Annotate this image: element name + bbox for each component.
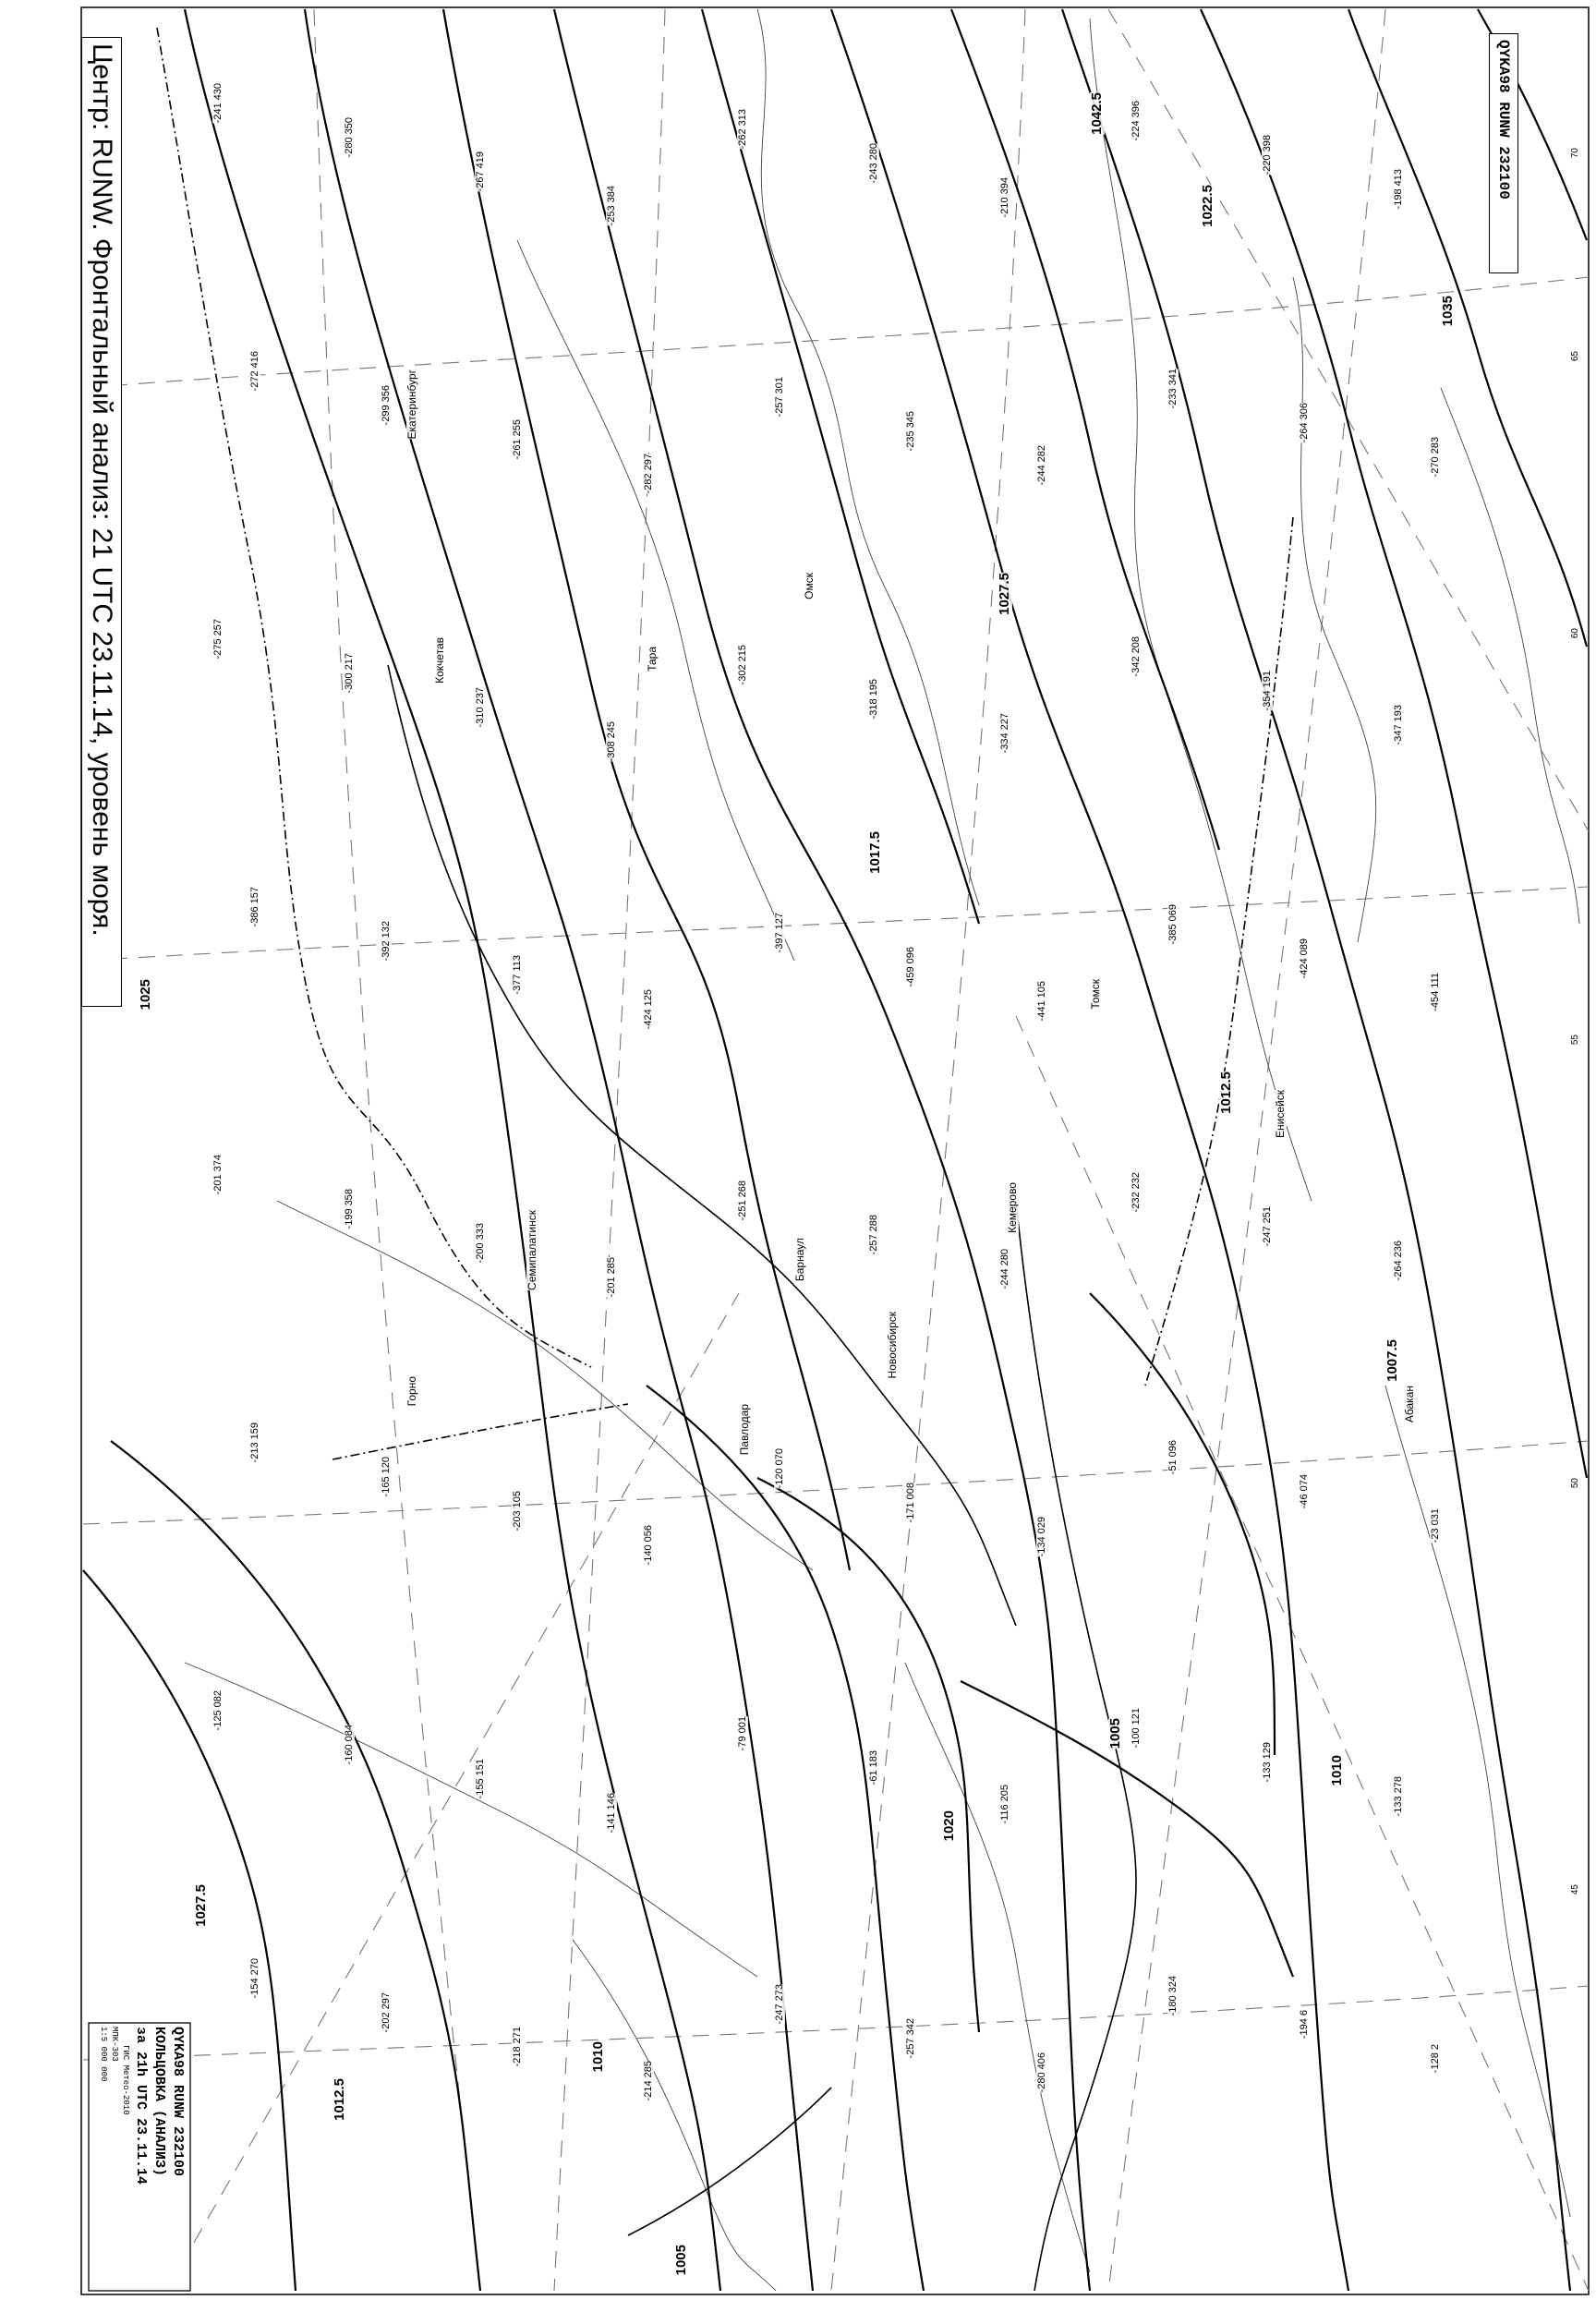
isobar-label: 1027.5: [997, 573, 1012, 615]
station-plot: -133 129: [1262, 1742, 1273, 1783]
info-line5: МПК-303: [110, 2027, 119, 2062]
place-label: Горно: [405, 1376, 418, 1407]
latitude-label: 70: [1570, 148, 1580, 159]
station-plot: -280 350: [344, 117, 355, 158]
latitude-label: 55: [1570, 1035, 1580, 1046]
latitude-label: 45: [1570, 1884, 1580, 1895]
station-plot: -155 151: [475, 1759, 486, 1799]
station-plot: -267 419: [475, 151, 486, 192]
station-plot: -134 029: [1036, 1517, 1047, 1557]
station-plot: -141 146: [606, 1793, 617, 1834]
station-plot: -241 430: [212, 83, 224, 124]
station-plot: -334 227: [999, 713, 1010, 754]
station-plot: -120 070: [774, 1448, 785, 1489]
info-line6: 1:5 000 000: [99, 2027, 108, 2082]
station-plot: -280 406: [1036, 2052, 1047, 2093]
coordinate-grid: [83, 9, 1589, 2291]
place-label: Барнаул: [793, 1238, 806, 1282]
station-plot: -251 268: [737, 1180, 748, 1221]
station-plot: -154 270: [249, 1958, 260, 1999]
isobar-label: 1010: [1329, 1755, 1345, 1786]
station-plot: -386 157: [249, 887, 260, 927]
station-plot: -424 089: [1299, 938, 1310, 979]
station-plot: -253 384: [606, 186, 617, 226]
station-plot: -257 301: [774, 377, 785, 418]
place-label: Новосибирск: [886, 1312, 899, 1379]
station-plot: -128 2: [1430, 2044, 1441, 2074]
station-plot: -125 082: [212, 1690, 224, 1731]
station-plot: -194 6: [1299, 2010, 1310, 2040]
place-label: Семипалатинск: [526, 1210, 538, 1290]
station-plot: -272 416: [249, 351, 260, 392]
station-plot: -199 358: [344, 1189, 355, 1229]
station-plot: -46 074: [1299, 1474, 1310, 1509]
station-plot: -270 283: [1430, 437, 1441, 478]
fronts: [157, 28, 1293, 2291]
title-strip: [39, 28, 79, 1036]
isobar-label: 1027.5: [193, 1884, 209, 1927]
station-plot: -302 215: [737, 645, 748, 685]
station-plot: -354 191: [1262, 671, 1273, 711]
isobar-label: 1007.5: [1384, 1339, 1400, 1382]
map-frame: [81, 7, 1589, 2294]
place-label: Екатеринбург: [405, 369, 418, 440]
info-line1: QYKA98 RUNW 232100: [170, 2027, 186, 2177]
station-plot: -243 280: [868, 143, 879, 184]
place-label: Абакан: [1403, 1386, 1416, 1423]
station-plot: -424 125: [643, 989, 654, 1030]
station-plot: -308 245: [606, 721, 617, 762]
station-plot: -100 121: [1130, 1708, 1142, 1749]
header-code: QYKA98 RUNW 232100: [1489, 33, 1518, 273]
station-plot: -310 237: [475, 687, 486, 728]
station-plot: -264 306: [1299, 403, 1310, 443]
station-plot: -300 217: [344, 653, 355, 694]
station-plot: -198 413: [1393, 169, 1404, 210]
place-label: Кокчетав: [433, 637, 446, 684]
station-plot: -116 205: [999, 1785, 1010, 1824]
isobar-label: 1017.5: [867, 831, 883, 874]
station-plot: -213 159: [249, 1422, 260, 1463]
station-plot: -454 111: [1430, 973, 1441, 1011]
station-plot: -441 105: [1036, 981, 1047, 1022]
isobar-label: 1005: [673, 2245, 689, 2276]
info-line3: за 21h UTC 23.11.14: [133, 2027, 149, 2185]
station-plot: -233 341: [1167, 369, 1179, 409]
isobar-label: 1005: [1107, 1718, 1123, 1749]
station-plot: -247 251: [1262, 1206, 1273, 1247]
station-plot: -244 282: [1036, 445, 1047, 486]
place-label: Енисейск: [1274, 1090, 1287, 1138]
station-plot: -180 324: [1167, 1976, 1179, 2016]
station-plot: -282 297: [643, 454, 654, 494]
station-plot: -377 113: [512, 955, 523, 995]
place-label: Кемерово: [1006, 1182, 1019, 1233]
isobar-label: 1022.5: [1200, 185, 1215, 227]
isobar-label: 1020: [941, 1810, 957, 1842]
isobar-label: 1042.5: [1089, 92, 1105, 135]
info-line4: ГИС Метео-2010: [121, 2045, 130, 2115]
station-plot: -257 288: [868, 1215, 879, 1255]
station-plot: -133 278: [1393, 1776, 1404, 1817]
info-box-text: [92, 2027, 187, 2287]
station-plot: -79 001: [737, 1716, 748, 1751]
station-plot: -140 056: [643, 1525, 654, 1566]
station-plot: -244 280: [999, 1249, 1010, 1289]
station-plot: -261 255: [512, 419, 523, 460]
station-plot: -203 105: [512, 1491, 523, 1531]
latitude-label: 50: [1570, 1478, 1580, 1489]
station-plot: -247 273: [774, 1984, 785, 2025]
station-plot: -385 069: [1167, 904, 1179, 945]
station-plot: -232 232: [1130, 1172, 1142, 1213]
station-plot: -200 333: [475, 1223, 486, 1264]
station-plot: -165 120: [381, 1457, 392, 1497]
place-label: Тара: [646, 647, 659, 672]
station-plot: -392 132: [381, 921, 392, 962]
station-plot: -202 297: [381, 1992, 392, 2033]
station-plot: -61 183: [868, 1750, 879, 1786]
place-label: Томск: [1089, 979, 1102, 1010]
station-plot: -235 345: [905, 411, 916, 452]
station-plot: -171 008: [905, 1483, 916, 1523]
station-plot: -262 313: [737, 109, 748, 150]
station-plot: -51 096: [1167, 1440, 1179, 1475]
station-plot: -459 096: [905, 947, 916, 987]
info-line2: КОЛЬЦОВКА (АНАЛИЗ): [151, 2027, 167, 2177]
station-plot: -224 396: [1130, 101, 1142, 141]
station-plot: -347 193: [1393, 705, 1404, 745]
station-plot: -299 356: [381, 385, 392, 426]
station-plot: -201 374: [212, 1155, 224, 1195]
isobar-label: 1010: [590, 2041, 606, 2073]
isobar-label: 1012.5: [332, 2078, 347, 2121]
station-plot: -23 031: [1430, 1508, 1441, 1543]
place-label: Омск: [803, 573, 816, 599]
station-plot: -218 271: [512, 2027, 523, 2067]
station-plot: -201 285: [606, 1257, 617, 1298]
station-plot: -275 257: [212, 619, 224, 660]
isobar-label: 1025: [138, 979, 153, 1011]
station-plot: -397 127: [774, 913, 785, 953]
latitude-label: 60: [1570, 628, 1580, 639]
map-title: Центр: RUNW. Фронтальный анализ: 21 UTC 23.11.14, уровень моря.: [81, 37, 122, 1007]
station-plot: -257 342: [905, 2018, 916, 2059]
station-plot: -318 195: [868, 679, 879, 720]
station-plot: -160 084: [344, 1725, 355, 1765]
latitude-label: 65: [1570, 351, 1580, 362]
isobars: [83, 9, 1587, 2291]
station-plot: -210 394: [999, 177, 1010, 218]
isobar-label: 1035: [1440, 296, 1456, 327]
station-plot: -214 285: [643, 2061, 654, 2101]
place-label: Павлодар: [738, 1404, 751, 1456]
station-plot: -264 236: [1393, 1241, 1404, 1281]
station-plot: -342 208: [1130, 636, 1142, 677]
station-plot: -220 398: [1262, 135, 1273, 176]
isobar-label: 1012.5: [1218, 1071, 1234, 1114]
